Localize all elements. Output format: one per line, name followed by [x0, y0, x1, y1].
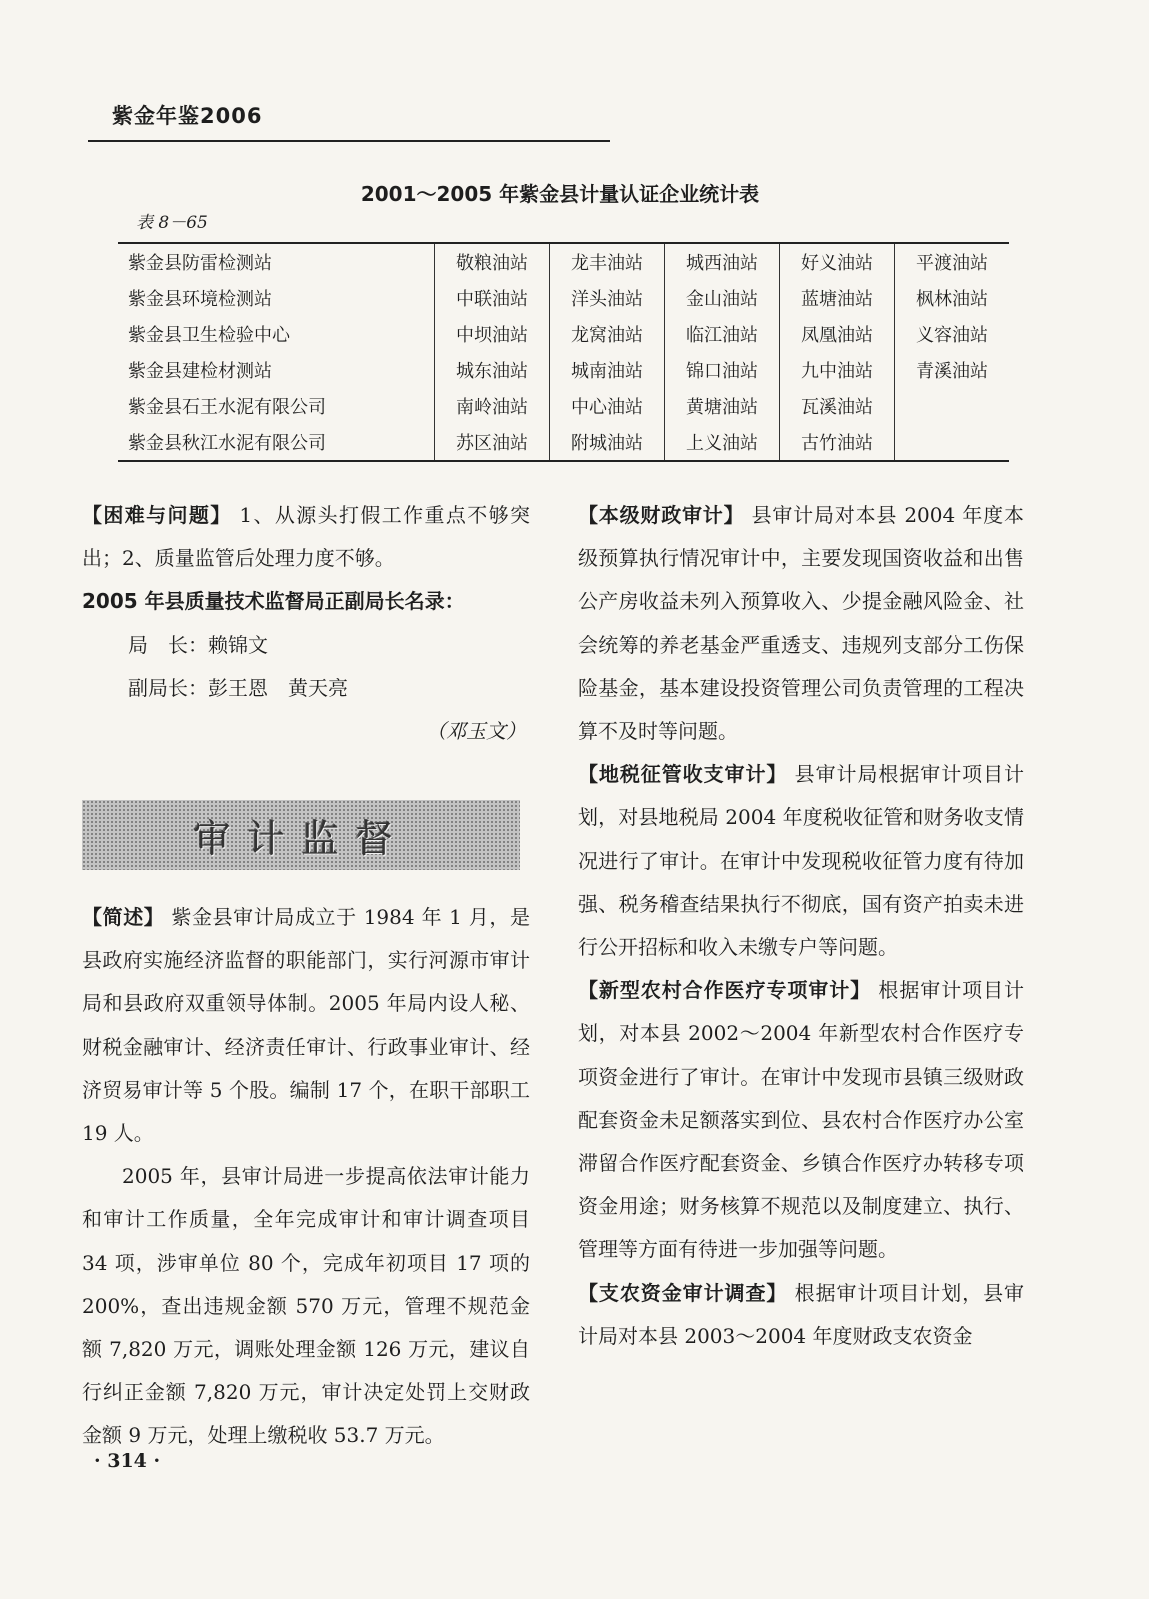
table-cell: 平渡油站 — [895, 243, 1010, 280]
table-row — [118, 243, 1009, 280]
agri-funds-text: 根据审计项目计划，县审计局对本县 2003～2004 年度财政支农资金 — [578, 1280, 1025, 1348]
table-cell: 上义油站 — [665, 424, 780, 461]
table-cell — [895, 424, 1010, 461]
table-cell: 古竹油站 — [780, 424, 895, 461]
section-banner — [82, 800, 520, 870]
fiscal-audit-text: 县审计局对本县 2004 年度本级预算执行情况审计中，主要发现国资收益和出售公产房收益未列入预算收入、少提金融风险金、社会统筹的养老基金严重透支、违规列支部分工伤保险基金，基本建设投资管理公司负责管理的工程决算不及时等问题。 — [578, 503, 1024, 744]
table-cell: 蓝塘油站 — [780, 280, 895, 316]
table-cell: 紫金县卫生检验中心 — [128, 325, 290, 346]
table-cell: 城西油站 — [665, 243, 780, 280]
author-credit: （邓玉文） — [426, 719, 526, 744]
table-cell: 好义油站 — [780, 243, 895, 280]
table-row — [118, 388, 1009, 424]
director-line: 局 长：赖锦文 — [128, 632, 268, 657]
table-cell: 紫金县石王水泥有限公司 — [128, 397, 326, 418]
fiscal-audit-paragraph — [578, 494, 1024, 753]
table-cell: 城东油站 — [435, 352, 550, 388]
agri-funds-label: 【支农资金审计调查】 — [578, 1280, 788, 1305]
table-cell: 瓦溪油站 — [780, 388, 895, 424]
medical-audit-label: 【新型农村合作医疗专项审计】 — [578, 978, 872, 1003]
intro-paragraph — [82, 896, 530, 1155]
table-cell: 中心油站 — [550, 388, 665, 424]
table-title: 2001～2005 年紫金县计量认证企业统计表 — [360, 182, 760, 206]
intro-label: 【简述】 — [82, 905, 165, 929]
problems-label: 【困难与问题】 — [82, 503, 232, 527]
table-cell: 九中油站 — [780, 352, 895, 388]
table-cell: 紫金县环境检测站 — [128, 289, 272, 310]
right-column — [578, 494, 1024, 1358]
table-cell: 枫林油站 — [895, 280, 1010, 316]
table-cell: 苏区油站 — [435, 424, 550, 461]
table-cell: 龙窝油站 — [550, 316, 665, 352]
tax-audit-label: 【地税征管收支审计】 — [578, 762, 788, 787]
table-cell: 金山油站 — [665, 280, 780, 316]
summary-paragraph: 2005 年，县审计局进一步提高依法审计能力和审计工作质量，全年完成审计和审计调查项目 34 项，涉审单位 80 个，完成年初项目 17 项的 200%，查出违规金额 570 万元，管理不规范金额 7,820 万元，调账处理金额 126 万元，建议自行纠正金额 7,820 万元，审计决定处罚上交财政金额 9 万元，处理上缴税收 53.7 万元。 — [82, 1164, 530, 1448]
table-cell: 凤凰油站 — [780, 316, 895, 352]
header-rule — [88, 140, 610, 142]
running-head: 紫金年鉴2006 — [112, 104, 263, 128]
table-cell: 附城油站 — [550, 424, 665, 461]
table-cell: 洋头油站 — [550, 280, 665, 316]
deputy-line: 副局长：彭王恩 黄天亮 — [128, 675, 348, 700]
table-cell: 紫金县建检材测站 — [128, 361, 272, 382]
left-column — [82, 494, 530, 753]
table-cell: 青溪油站 — [895, 352, 1010, 388]
medical-audit-paragraph — [578, 969, 1024, 1271]
table-cell: 临江油站 — [665, 316, 780, 352]
fiscal-audit-label: 【本级财政审计】 — [578, 503, 745, 527]
table-cell: 紫金县防雷检测站 — [128, 253, 272, 274]
roster-title: 2005 年县质量技术监督局正副局长名录： — [82, 589, 465, 614]
table-cell: 南岭油站 — [435, 388, 550, 424]
table-row — [118, 316, 1009, 352]
table-cell: 义容油站 — [895, 316, 1010, 352]
problems-text: 1、从源头打假工作重点不够突出；2、质量监管后处理力度不够。 — [82, 503, 530, 571]
section-title: 审计监督 — [192, 816, 409, 861]
medical-audit-text: 根据审计项目计划，对本县 2002～2004 年新型农村合作医疗专项资金进行了审计。在审计中发现市县镇三级财政配套资金未足额落实到位、县农村合作医疗办公室滞留合作医疗配套资金、乡镇合作医疗办转移专项资金用途；财务核算不规范以及制度建立、执行、管理等方面有待进一步加强等问题。 — [578, 978, 1024, 1262]
table-cell: 锦口油站 — [665, 352, 780, 388]
tax-audit-text: 县审计局根据审计项目计划，对县地税局 2004 年度税收征管和财务收支情况进行了审计。在审计中发现税收征管力度有待加强、税务稽查结果执行不彻底，国有资产拍卖未进行公开招标和收入未缴专户等问题。 — [578, 762, 1025, 960]
tax-audit-paragraph — [578, 753, 1024, 969]
table-cell: 紫金县秋江水泥有限公司 — [128, 433, 326, 454]
intro-text: 紫金县审计局成立于 1984 年 1 月，是县政府实施经济监督的职能部门，实行河源市审计局和县政府双重领导体制。2005 年局内设人秘、财税金融审计、经济责任审计、行政事业审计、经济贸易审计等 5 个股。编制 17 个，在职干部职工 19 人。 — [82, 905, 530, 1146]
table-cell: 黄塘油站 — [665, 388, 780, 424]
table-cell: 敬粮油站 — [435, 243, 550, 280]
table-cell: 中坝油站 — [435, 316, 550, 352]
table-number: 表 8－65 — [136, 213, 208, 233]
certification-table — [118, 242, 1009, 462]
left-column-lower — [82, 896, 530, 1458]
table-cell — [895, 388, 1010, 424]
problems-paragraph — [82, 494, 530, 580]
table-cell: 城南油站 — [550, 352, 665, 388]
agri-funds-paragraph — [578, 1272, 1024, 1358]
page-number: · 314 · — [94, 1450, 161, 1472]
table-cell: 中联油站 — [435, 280, 550, 316]
table-cell: 龙丰油站 — [550, 243, 665, 280]
table-row — [118, 424, 1009, 461]
table-row — [118, 352, 1009, 388]
table-row — [118, 280, 1009, 316]
